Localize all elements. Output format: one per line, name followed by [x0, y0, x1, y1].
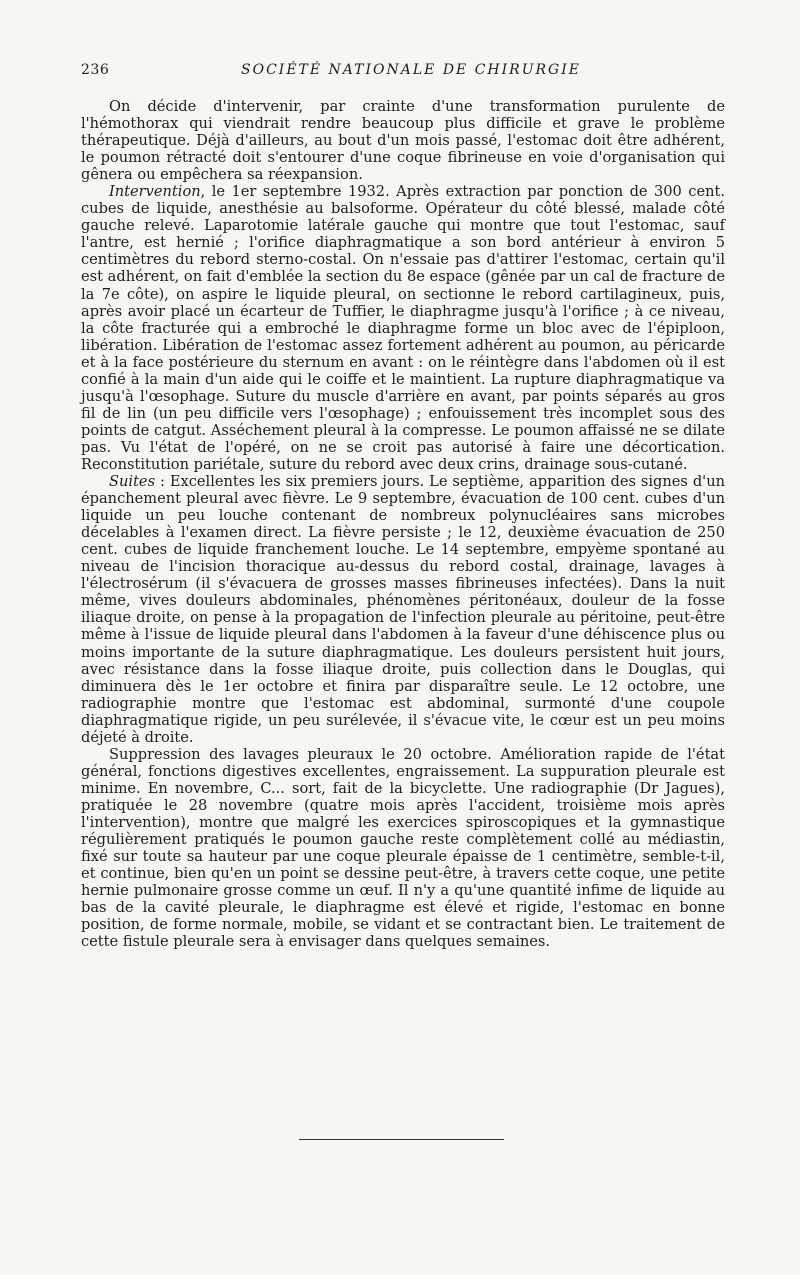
paragraph-text: , le 1er septembre 1932. Après extraction par ponction de 300 cent. cubes de liquide, anesthésie au balsoforme. Opérateur du côté blessé, malade côté gauche relevé. Laparotomie latérale gauche qui montre que tout l'estomac, sauf l'antre, est hernié ; l'orifice diaphragmatique a son bord antérieur à environ 5 centimètres du rebord sterno-costal. On n'essaie pas d'attirer l'estomac, certain qu'il est adhérent, on fait d'emblée la section du 8e espace (gênée par un cal de fracture de la 7e côte), on aspire le liquide pleural, on sectionne le rebord cartilagineux, puis, après avoir placé un écarteur de Tuffier, le diaphragme jusqu'à l'orifice ; à ce niveau, la côte fracturée qui a embroché le diaphragme forme un bloc avec de l'épiploon, libération. Libération de l'estomac assez fortement adhérent au poumon, au péricarde et à la face postérieure du sternum en avant : on le réintègre dans l'abdomen où il est confié à la main d'un aide qui le coiffe et le maintient. La rupture diaphragmatique va jusqu'à l'œsophage. Suture du muscle d'arrière en avant, par points séparés au gros fil de lin (un peu difficile vers l'œsophage) ; enfouissement très incomplet sous des points de catgut. Asséchement pleural à la compresse. Le poumon affaissé ne se dilate pas. Vu l'état de l'opéré, on ne se croit pas autorisé à faire une décortication. Reconstitution pariétale, suture du rebord avec deux crins, drainage sous-cutané. — [81, 183, 725, 473]
paragraph — [81, 183, 725, 473]
article-body — [81, 98, 725, 950]
paragraph-text: : Excellentes les six premiers jours. Le septième, apparition des signes d'un épanchement pleural avec fièvre. Le 9 septembre, évacuation de 100 cent. cubes d'un liquide un peu louche contenant de nombreux polynucléaires sans microbes décelables à l'examen direct. La fièvre persiste ; le 12, deuxième évacuation de 250 cent. cubes de liquide franchement louche. Le 14 septembre, empyème spontané au niveau de l'incision thoracique au-dessus du rebord costal, drainage, lavages à l'électrosérum (il s'évacuera de grosses masses fibrineuses infectées). Dans la nuit même, vives douleurs abdominales, phénomènes péritonéaux, douleur de la fosse iliaque droite, on pense à la propagation de l'infection pleurale au péritoine, peut-être même à l'issue de liquide pleural dans l'abdomen à la faveur d'une déhiscence plus ou moins importante de la suture diaphragmatique. Les douleurs persistent huit jours, avec résistance dans la fosse iliaque droite, puis collection dans le Douglas, qui diminuera dès le 1er octobre et finira par disparaître seule. Le 12 octobre, une radiographie montre que l'estomac est abdominal, surmonté d'une coupole diaphragmatique rigide, un peu surélevée, il s'évacue vite, le cœur est un peu moins déjeté à droite. — [81, 473, 725, 746]
paragraph — [81, 473, 725, 746]
page-number: 236 — [81, 62, 110, 78]
paragraph-text: On décide d'intervenir, par crainte d'une transformation purulente de l'hémothorax qui viendrait rendre beaucoup plus difficile et grave le problème thérapeutique. Déjà d'ailleurs, au bout d'un mois passé, l'estomac doit être adhérent, le poumon rétracté doit s'entourer d'une coque fibrineuse en voie d'organisation qui gênera ou empêchera sa réexpansion. — [81, 98, 725, 184]
running-title: SOCIÉTÉ NATIONALE DE CHIRURGIE — [241, 62, 581, 78]
paragraph-text: Suppression des lavages pleuraux le 20 octobre. Amélioration rapide de l'état général, fonctions digestives excellentes, engraissement. La suppuration pleurale est minime. En novembre, C... sort, fait de la bicyclette. Une radiographie (Dr Jagues), pratiquée le 28 novembre (quatre mois après l'accident, troisième mois après l'intervention), montre que malgré les exercices spiroscopiques et la gymnastique régulièrement pratiqués le poumon gauche reste complètement collé au médiastin, fixé sur toute sa hauteur par une coque pleurale épaisse de 1 centimètre, semble-t-il, et continue, bien qu'en un point se dessine peut-être, à travers cette coque, une petite hernie pulmonaire grosse comme un œuf. Il n'y a qu'une quantité infime de liquide au bas de la cavité pleurale, le diaphragme est élevé et rigide, l'estomac en bonne position, de forme normale, mobile, se vidant et se contractant bien. Le traitement de cette fistule pleurale sera à envisager dans quelques semaines. — [81, 745, 725, 951]
section-lead-suites: Suites — [109, 473, 156, 491]
paragraph — [81, 746, 725, 951]
paragraph — [81, 98, 725, 183]
page-header — [81, 62, 721, 82]
section-lead-intervention: Intervention — [109, 183, 201, 201]
end-rule-divider — [299, 1139, 504, 1140]
